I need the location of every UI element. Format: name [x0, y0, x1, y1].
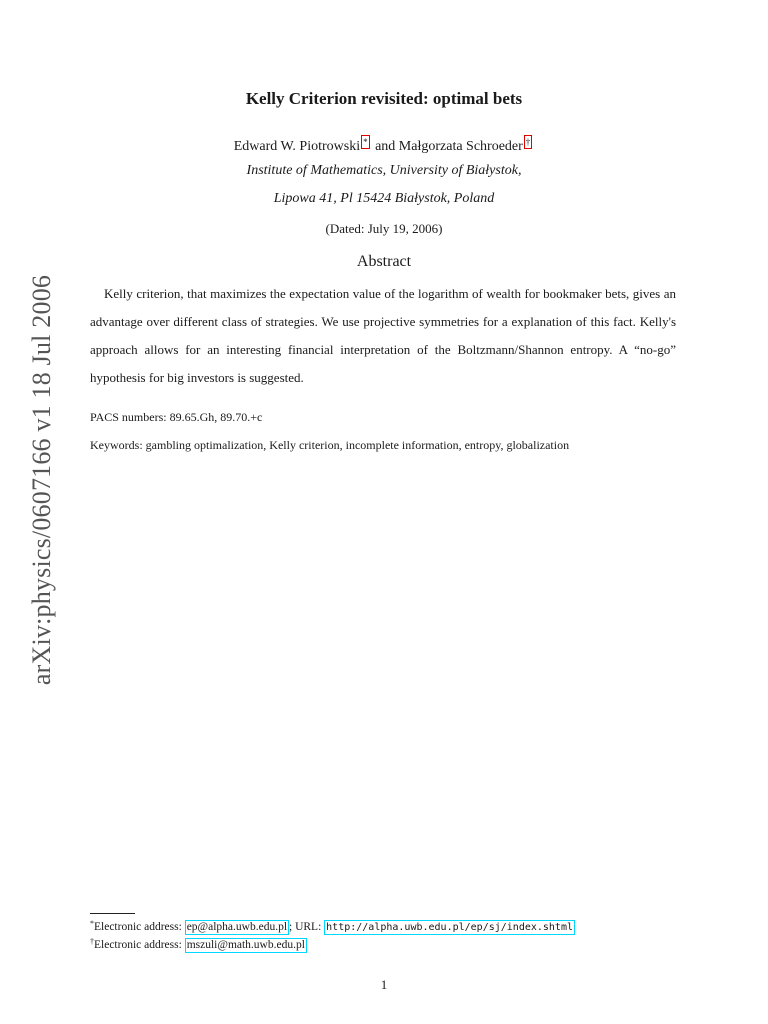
footnote-2-label: Electronic address: [94, 939, 185, 951]
footnote-1-url-label: ; URL: [289, 921, 325, 933]
footnote-2 [90, 937, 307, 953]
arxiv-identifier: arXiv:physics/0607166 v1 18 Jul 2006 [27, 274, 56, 686]
author-schroeder: Małgorzata Schroeder [398, 139, 523, 154]
email-link-piotrowski[interactable]: ep@alpha.uwb.edu.pl [186, 921, 288, 933]
footnote-link-1[interactable]: * [363, 137, 368, 147]
arxiv-sidebar-stamp [22, 270, 62, 690]
abstract-heading: Abstract [356, 253, 412, 270]
abstract-body: Kelly criterion, that maximizes the expectation value of the logarithm of wealth for bookmaker bets, gives an advantage over different class of strategies. We use projective symmetries for a explanation of this fact. Kelly's approach allows for an interesting financial interpretation of the Boltzmann/Shannon entropy. A “no-go” hypothesis for big investors is suggested. [90, 286, 676, 385]
footnote-1-mark: * [90, 919, 94, 928]
footnote-divider [90, 913, 135, 914]
affiliation-line-2: Lipowa 41, Pl 15424 Białystok, Poland [273, 191, 495, 206]
footnote-1 [90, 919, 575, 935]
email-link-schroeder[interactable]: mszuli@math.uwb.edu.pl [186, 939, 305, 951]
footnote-link-2[interactable]: † [525, 137, 531, 147]
author-piotrowski: Edward W. Piotrowski [233, 139, 361, 154]
paper-title: Kelly Criterion revisited: optimal bets [245, 89, 523, 108]
url-link-piotrowski[interactable]: http://alpha.uwb.edu.pl/ep/sj/index.shtml [326, 922, 573, 933]
footnote-2-mark: † [90, 937, 94, 946]
author-connector: and [375, 139, 396, 154]
dated-line: (Dated: July 19, 2006) [325, 221, 443, 236]
pacs-numbers: PACS numbers: 89.65.Gh, 89.70.+c [90, 410, 263, 424]
keywords: Keywords: gambling optimalization, Kelly criterion, incomplete information, entropy, globalization [90, 438, 570, 452]
author-line [0, 135, 768, 155]
footnote-1-label: Electronic address: [94, 921, 185, 933]
affiliation-line-1: Institute of Mathematics, University of Białystok, [246, 163, 522, 178]
page-number: 1 [380, 977, 388, 992]
